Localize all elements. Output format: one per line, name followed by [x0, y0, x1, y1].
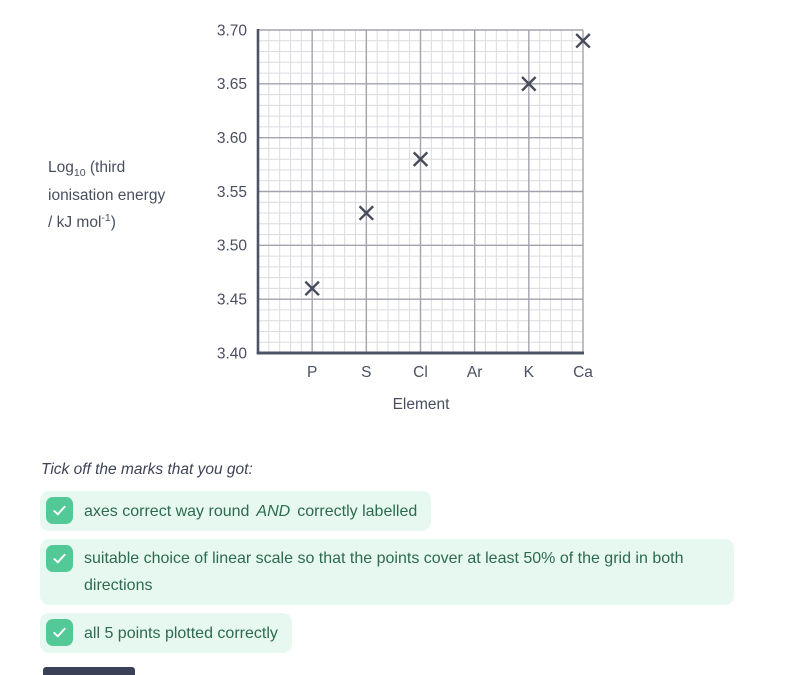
checkbox-checked[interactable] — [46, 619, 73, 646]
y-tick-label: 3.70 — [216, 22, 247, 40]
checklist-item[interactable] — [40, 613, 292, 653]
checklist-item[interactable] — [40, 491, 431, 531]
y-tick-label: 3.55 — [216, 183, 247, 201]
checklist-title: Tick off the marks that you got: — [41, 461, 253, 478]
x-tick-label: S — [361, 364, 372, 381]
checklist — [40, 461, 780, 661]
checklist-item-label: suitable choice of linear scale so that the points cover at least 50% of the grid in both directions — [84, 550, 684, 594]
checklist-item-label: axes correct way round AND correctly labelled — [84, 502, 418, 520]
x-axis-title — [393, 396, 451, 413]
y-tick-label: 3.65 — [216, 76, 247, 94]
checkmark-icon — [50, 549, 69, 568]
checklist-items — [40, 491, 780, 653]
y-tick-label: 3.50 — [216, 237, 247, 255]
checklist-item-label: all 5 points plotted correctly — [84, 624, 278, 642]
y-tick-label: 3.45 — [216, 291, 247, 309]
y-tick-labels — [217, 22, 248, 362]
y-axis-label: Log$_{10}$ (third ionisation energy / kJ mol$^{-1}$) — [48, 159, 166, 232]
x-tick-label: K — [523, 364, 535, 381]
cutoff-element-top[interactable] — [43, 667, 135, 675]
x-axis-title-label: Element — [392, 396, 450, 413]
x-tick-labels — [307, 364, 593, 381]
y-tick-label: 3.60 — [216, 129, 247, 147]
x-tick-label: Ar — [466, 364, 483, 381]
checkbox-checked[interactable] — [46, 497, 73, 524]
x-tick-label: Cl — [413, 364, 428, 381]
checkmark-icon — [50, 501, 69, 520]
x-tick-label: P — [306, 364, 318, 381]
checklist-item[interactable] — [40, 539, 734, 606]
x-tick-label: Ca — [573, 364, 593, 381]
checkmark-icon — [50, 623, 69, 642]
checkbox-checked[interactable] — [46, 545, 73, 572]
y-tick-label: 3.40 — [216, 345, 247, 363]
